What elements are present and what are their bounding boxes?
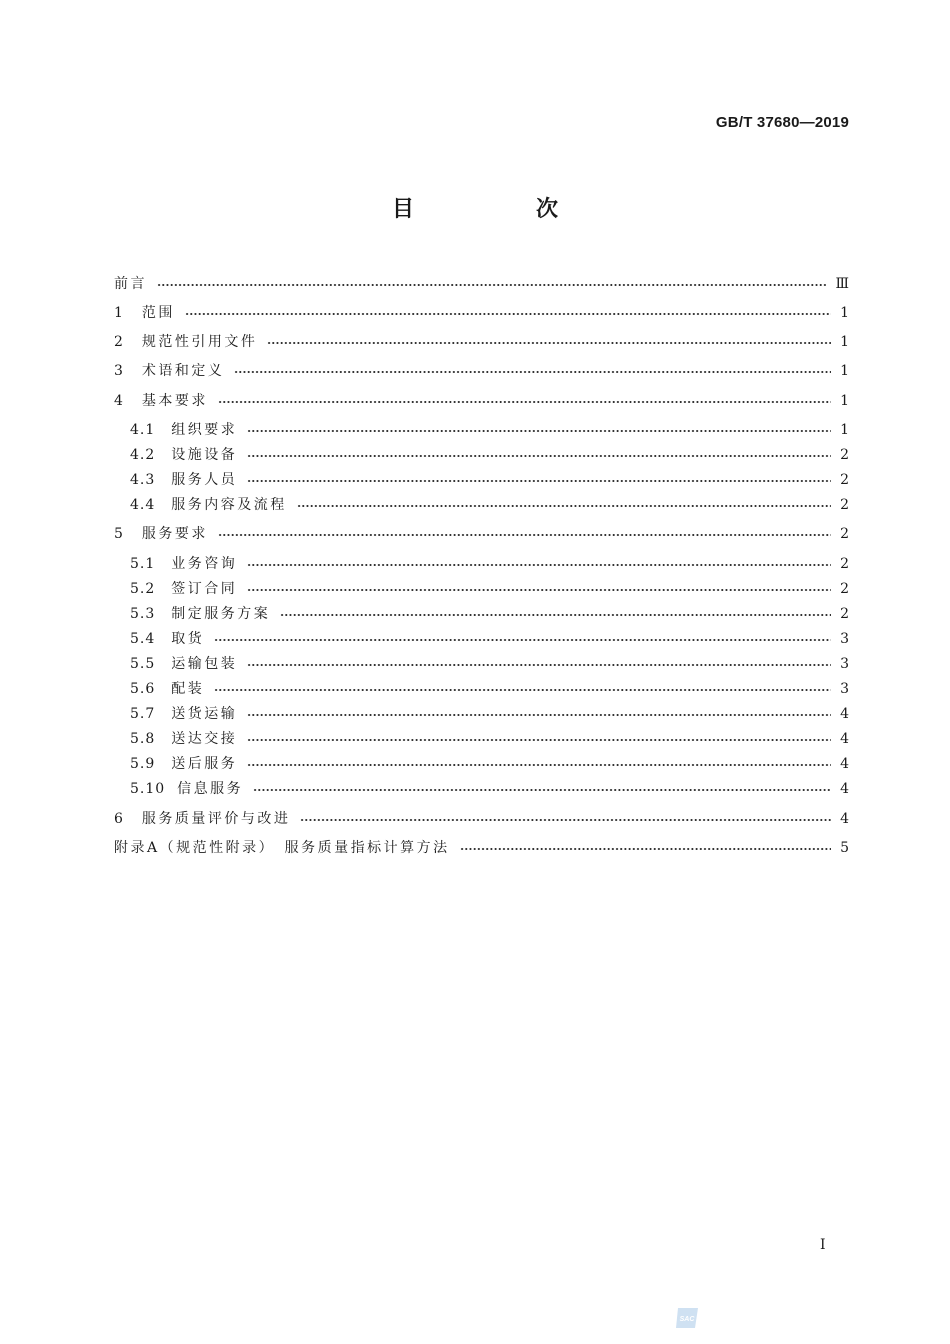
toc-entry-label: 制定服务方案	[171, 606, 271, 622]
toc-entry-page: 2	[840, 606, 849, 622]
toc-entry[interactable]	[114, 273, 849, 295]
toc-leader-dots	[297, 505, 831, 507]
toc-entry-label: 业务咨询	[171, 556, 238, 572]
toc-entry-label: 配装	[171, 681, 205, 697]
toc-entry-label: 术语和定义	[141, 363, 225, 379]
sac-logo-icon	[675, 1306, 701, 1330]
watermark-text: SAC	[679, 1316, 695, 1323]
toc-entry-number: 4.3	[130, 472, 156, 488]
toc-entry-label: 取货	[171, 631, 205, 647]
toc-entry[interactable]	[130, 419, 849, 441]
toc-entry-label: 基本要求	[141, 393, 208, 409]
toc-entry-number: 5.1	[130, 556, 156, 572]
toc-entry-label: 签订合同	[171, 581, 238, 597]
toc-entry[interactable]	[130, 469, 849, 491]
standard-code: GB/T 37680—2019	[715, 114, 849, 131]
toc-leader-dots	[247, 764, 831, 766]
toc-entry-page: 4	[840, 811, 849, 827]
toc-entry-number: 5.9	[130, 756, 156, 772]
toc-entry-number: 5.3	[130, 606, 156, 622]
toc-entry[interactable]	[130, 728, 849, 750]
toc-entry-page: 4	[840, 706, 849, 722]
toc-entry-number: 5.7	[130, 706, 156, 722]
toc-entry-label: 运输包装	[171, 656, 238, 672]
toc-entry[interactable]	[114, 837, 849, 859]
toc-leader-dots	[247, 739, 831, 741]
toc-entry-page: 4	[840, 756, 849, 772]
toc-entry-page: 1	[840, 334, 849, 350]
toc-leader-dots	[267, 342, 831, 344]
toc-entry-page: 3	[840, 656, 849, 672]
toc-entry[interactable]	[114, 302, 849, 324]
toc-leader-dots	[247, 455, 831, 457]
toc-leader-dots	[234, 371, 831, 373]
toc-entry-page: 2	[840, 556, 849, 572]
toc-entry-number: 6	[114, 811, 124, 827]
toc-entry[interactable]	[130, 703, 849, 725]
toc-entry-page: 2	[840, 497, 849, 513]
toc-entry[interactable]	[130, 578, 849, 600]
toc-entry-label: 信息服务	[177, 781, 244, 797]
toc-entry-page: 5	[840, 840, 849, 856]
toc-leader-dots	[247, 564, 831, 566]
toc-entry[interactable]	[130, 653, 849, 675]
toc-entry-label: 送后服务	[171, 756, 238, 772]
toc-entry[interactable]	[114, 331, 849, 353]
page-number: Ⅰ	[820, 1237, 826, 1253]
toc-entry-label: 前言	[114, 276, 147, 292]
toc-entry-page: 2	[840, 581, 849, 597]
toc-entry-page: 1	[840, 393, 849, 409]
toc-leader-dots	[157, 284, 826, 286]
toc-entry-label: 服务人员	[171, 472, 238, 488]
toc-leader-dots	[247, 589, 831, 591]
page-title: 目 次	[391, 197, 608, 222]
toc-entry-label: 组织要求	[171, 422, 238, 438]
toc-entry-label: 服务质量评价与改进	[141, 811, 291, 827]
toc-leader-dots	[218, 534, 831, 536]
toc-leader-dots	[300, 819, 831, 821]
toc-leader-dots	[185, 313, 831, 315]
toc-entry-number: 5.5	[130, 656, 156, 672]
toc-entry-page: 4	[840, 781, 849, 797]
toc-entry[interactable]	[130, 553, 849, 575]
toc-entry[interactable]	[130, 603, 849, 625]
toc-entry[interactable]	[130, 628, 849, 650]
toc-leader-dots	[214, 689, 831, 691]
toc-leader-dots	[253, 789, 831, 791]
toc-leader-dots	[247, 714, 831, 716]
toc-entry-label: 送达交接	[171, 731, 238, 747]
toc-entry-number: 1	[114, 305, 124, 321]
toc-entry-number: 4.1	[130, 422, 156, 438]
toc-entry-page: 3	[840, 631, 849, 647]
toc-entry-number: 2	[114, 334, 124, 350]
toc-entry[interactable]	[130, 778, 849, 800]
toc-entry-label: 服务要求	[141, 526, 208, 542]
toc-entry-number: 4.2	[130, 447, 156, 463]
toc-entry[interactable]	[130, 753, 849, 775]
toc-entry-number: 5.2	[130, 581, 156, 597]
toc-entry[interactable]	[130, 678, 849, 700]
toc-entry-page: 4	[840, 731, 849, 747]
toc-leader-dots	[247, 664, 831, 666]
toc-entry[interactable]	[114, 808, 849, 830]
toc-entry-page: Ⅲ	[835, 276, 849, 292]
toc-entry-page: 2	[840, 526, 849, 542]
toc-leader-dots	[218, 401, 831, 403]
toc-leader-dots	[247, 480, 831, 482]
toc-entry-number: 5.6	[130, 681, 156, 697]
toc-leader-dots	[247, 430, 831, 432]
toc-entry-label: 附录A（规范性附录） 服务质量指标计算方法	[114, 840, 450, 856]
toc-entry[interactable]	[114, 390, 849, 412]
toc-entry-page: 1	[840, 305, 849, 321]
toc-entry-label: 送货运输	[171, 706, 238, 722]
toc-entry-page: 1	[840, 422, 849, 438]
toc-entry-page: 2	[840, 447, 849, 463]
toc-entry[interactable]	[114, 523, 849, 545]
toc-entry-label: 设施设备	[171, 447, 238, 463]
toc-entry-number: 4	[114, 393, 124, 409]
toc-entry-number: 5.8	[130, 731, 156, 747]
toc-leader-dots	[460, 848, 831, 850]
toc-entry[interactable]	[130, 444, 849, 466]
toc-entry-label: 范围	[141, 305, 175, 321]
toc-entry-page: 2	[840, 472, 849, 488]
toc-entry-number: 5.4	[130, 631, 156, 647]
toc-entry-number: 5	[114, 526, 124, 542]
toc-entry-page: 1	[840, 363, 849, 379]
toc-leader-dots	[280, 614, 831, 616]
toc-entry-label: 服务内容及流程	[171, 497, 287, 513]
toc-entry[interactable]	[130, 494, 849, 516]
toc-entry-number: 3	[114, 363, 124, 379]
toc-leader-dots	[214, 639, 831, 641]
toc-entry-page: 3	[840, 681, 849, 697]
toc-entry-number: 4.4	[130, 497, 156, 513]
toc-entry[interactable]	[114, 360, 849, 382]
toc-entry-number: 5.10	[130, 781, 166, 797]
toc-entry-label: 规范性引用文件	[141, 334, 258, 350]
